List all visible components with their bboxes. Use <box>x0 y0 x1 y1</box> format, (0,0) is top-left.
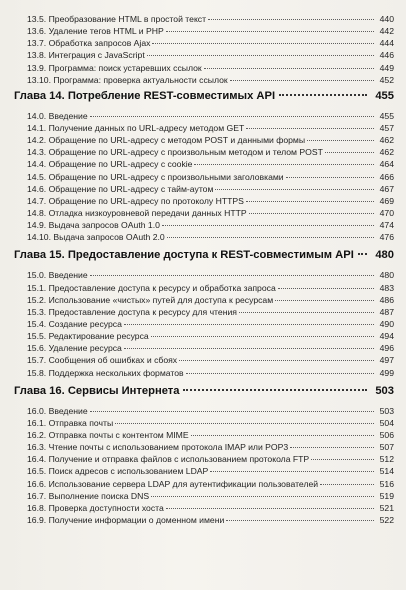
toc-entry-page: 444 <box>379 38 394 49</box>
toc-entry-page: 516 <box>379 478 394 489</box>
toc-entry-title: 16.5. Поиск адресов с использованием LDAP <box>27 466 209 477</box>
toc-entry-page: 457 <box>379 122 394 133</box>
chapter-16 <box>14 385 394 526</box>
toc-entry-page: 470 <box>379 207 394 218</box>
toc-entry-title: 14.1. Получение данных по URL-адресу методом GET <box>27 122 245 133</box>
toc-entry-title: 16.4. Получение и отправка файлов с использованием протокола FTP <box>27 454 310 465</box>
toc-entry-title: 15.8. Поддержка нескольких форматов <box>27 367 184 378</box>
leader-dots <box>166 31 374 32</box>
leader-dots <box>166 508 374 509</box>
leader-dots <box>90 411 374 412</box>
leader-dots <box>162 225 374 226</box>
toc-entry <box>14 134 394 146</box>
leader-dots <box>124 324 374 325</box>
toc-entry-page: 452 <box>379 74 394 85</box>
leader-dots <box>311 459 374 460</box>
leader-dots <box>208 19 374 20</box>
toc-entry <box>14 219 394 231</box>
leader-dots <box>167 237 374 238</box>
toc-entry-title: 15.7. Сообщения об ошибках и сбоях <box>27 355 178 366</box>
toc-entry <box>14 490 394 502</box>
chapter-title: Глава 16. Сервисы Интернета <box>14 384 180 397</box>
toc-entry <box>14 146 394 158</box>
leader-dots <box>147 55 374 56</box>
toc-entry-page: 503 <box>379 405 394 416</box>
toc-entry-title: 15.2. Использование «чистых» путей для доступа к ресурсам <box>27 294 274 305</box>
leader-dots <box>124 348 374 349</box>
toc-entry-title: 16.2. Отправка почты с контентом MIME <box>27 429 189 440</box>
toc-entry-title: 16.1. Отправка почты <box>27 417 114 428</box>
toc-entry-page: 480 <box>379 270 394 281</box>
toc-entry-page: 474 <box>379 220 394 231</box>
toc-entry-page: 440 <box>379 14 394 24</box>
table-of-contents <box>14 13 394 526</box>
toc-entry-title: 16.8. Проверка доступности хоста <box>27 502 164 513</box>
toc-entry-title: 14.2. Обращение по URL-адресу с методом POST и данными формы <box>27 135 306 146</box>
chapter-title: Глава 14. Потребление REST-совместимых API <box>14 89 276 102</box>
toc-entry-page: 497 <box>379 355 394 366</box>
toc-entry-title: 14.3. Обращение по URL-адресу с произвольным методом и телом POST <box>27 147 323 158</box>
leader-dots <box>152 43 374 44</box>
toc-entry <box>14 330 394 342</box>
toc-entry <box>14 294 394 306</box>
leader-dots <box>215 189 374 190</box>
toc-entry-page: 446 <box>379 50 394 61</box>
toc-entry <box>14 478 394 490</box>
leader-dots <box>325 152 374 153</box>
leader-dots <box>246 128 374 129</box>
toc-entry <box>14 405 394 417</box>
leader-dots <box>226 520 374 521</box>
toc-entry-title: 15.4. Создание ресурса <box>27 318 122 329</box>
chapter-15 <box>14 249 394 378</box>
toc-entry-title: 14.7. Обращение по URL-адресу по протоколу HTTPS <box>27 195 244 206</box>
toc-entry-page: 442 <box>379 26 394 37</box>
toc-entry <box>14 453 394 465</box>
leader-dots <box>191 435 374 436</box>
leader-dots <box>246 201 374 202</box>
toc-entry-title: 13.8. Интеграция с JavaScript <box>27 50 145 61</box>
toc-entry <box>14 183 394 195</box>
toc-entry-page: 466 <box>379 171 394 182</box>
toc-entry-page: 476 <box>379 232 394 243</box>
toc-entry <box>14 269 394 281</box>
leader-dots <box>115 423 374 424</box>
leader-dots <box>210 471 374 472</box>
toc-entry-title: 14.0. Введение <box>27 110 88 121</box>
leader-dots <box>151 496 374 497</box>
chapter-page: 480 <box>375 249 394 262</box>
leader-dots <box>204 68 374 69</box>
toc-entry-title: 14.10. Выдача запросов OAuth 2.0 <box>27 232 165 243</box>
chapter-heading <box>14 249 394 267</box>
leader-dots <box>90 116 374 117</box>
leader-dots <box>194 164 374 165</box>
toc-entry <box>14 231 394 243</box>
leader-dots <box>183 389 367 391</box>
toc-entry <box>14 417 394 429</box>
toc-entry-page: 464 <box>379 159 394 170</box>
toc-entry <box>14 367 394 379</box>
chapter-14 <box>14 90 394 244</box>
toc-entry <box>14 429 394 441</box>
toc-entry <box>14 62 394 74</box>
toc-entry-title: 15.1. Предоставление доступа к ресурсу и обработка запроса <box>27 282 276 293</box>
leader-dots <box>249 213 374 214</box>
toc-entry-title: 15.6. Удаление ресурса <box>27 343 122 354</box>
leader-dots <box>186 373 374 374</box>
toc-entry-page: 487 <box>379 306 394 317</box>
toc-entry-page: 467 <box>379 183 394 194</box>
leader-dots <box>239 312 374 313</box>
toc-entry-title: 16.6. Использование сервера LDAP для аутентификации пользователей <box>27 478 319 489</box>
toc-entry <box>14 354 394 366</box>
toc-entry <box>14 13 394 25</box>
toc-entry-title: 14.8. Отладка низкоуровневой передачи данных HTTP <box>27 207 247 218</box>
leader-dots <box>307 140 374 141</box>
toc-entry <box>14 306 394 318</box>
leader-dots <box>290 447 374 448</box>
toc-entry-title: 14.6. Обращение по URL-адресу с тайм-аутом <box>27 183 214 194</box>
chapter-title: Глава 15. Предоставление доступа к REST-совместимым API <box>14 249 354 262</box>
toc-entry <box>14 122 394 134</box>
toc-entry <box>14 318 394 330</box>
toc-entry-title: 16.3. Чтение почты с использованием протокола IMAP или POP3 <box>27 442 289 453</box>
chapter-13-continuation <box>14 13 394 86</box>
toc-entry <box>14 25 394 37</box>
toc-entry <box>14 37 394 49</box>
toc-entry-title: 13.9. Программа: поиск устаревших ссылок <box>27 62 202 73</box>
toc-entry-page: 486 <box>379 294 394 305</box>
toc-entry <box>14 110 394 122</box>
toc-entry-page: 494 <box>379 331 394 342</box>
toc-entry-page: 514 <box>379 466 394 477</box>
toc-entry-page: 496 <box>379 343 394 354</box>
toc-entry-title: 13.10. Программа: проверка актуальности ссылок <box>27 74 228 85</box>
toc-entry-title: 15.5. Редактирование ресурса <box>27 331 149 342</box>
chapter-heading <box>14 385 394 403</box>
toc-entry-page: 455 <box>379 110 394 121</box>
leader-dots <box>286 177 374 178</box>
toc-entry-page: 469 <box>379 195 394 206</box>
toc-entry-page: 507 <box>379 442 394 453</box>
toc-entry-title: 14.5. Обращение по URL-адресу с произвольными заголовками <box>27 171 284 182</box>
toc-entry-title: 14.4. Обращение по URL-адресу с cookie <box>27 159 193 170</box>
toc-entry <box>14 514 394 526</box>
leader-dots <box>179 360 374 361</box>
toc-entry <box>14 465 394 477</box>
toc-entry <box>14 441 394 453</box>
leader-dots <box>275 300 374 301</box>
leader-dots <box>320 484 374 485</box>
toc-entry-title: 16.0. Введение <box>27 405 88 416</box>
toc-entry-page: 462 <box>379 135 394 146</box>
leader-dots <box>151 336 374 337</box>
toc-entry <box>14 502 394 514</box>
toc-entry-title: 13.6. Удаление тегов HTML и PHP <box>27 26 164 37</box>
toc-entry <box>14 74 394 86</box>
toc-entry-page: 490 <box>379 318 394 329</box>
leader-dots <box>230 80 374 81</box>
toc-entry-page: 449 <box>379 62 394 73</box>
toc-entry <box>14 282 394 294</box>
toc-entry-page: 519 <box>379 490 394 501</box>
toc-entry-title: 15.0. Введение <box>27 270 88 281</box>
toc-entry-title: 13.5. Преобразование HTML в простой текст <box>27 14 207 24</box>
toc-entry <box>14 49 394 61</box>
toc-entry-page: 506 <box>379 429 394 440</box>
leader-dots <box>90 275 374 276</box>
chapter-heading <box>14 90 394 108</box>
toc-entry <box>14 342 394 354</box>
toc-entry-page: 504 <box>379 417 394 428</box>
toc-entry <box>14 195 394 207</box>
toc-entry-page: 521 <box>379 502 394 513</box>
leader-dots <box>278 288 374 289</box>
toc-entry-title: 16.7. Выполнение поиска DNS <box>27 490 150 501</box>
toc-entry-page: 499 <box>379 367 394 378</box>
toc-entry <box>14 158 394 170</box>
chapter-page: 503 <box>375 384 394 397</box>
leader-dots <box>279 94 367 96</box>
toc-entry-page: 483 <box>379 282 394 293</box>
toc-entry-page: 462 <box>379 147 394 158</box>
toc-entry-page: 512 <box>379 454 394 465</box>
chapter-page: 455 <box>375 89 394 102</box>
leader-dots <box>358 253 367 255</box>
toc-entry-title: 13.7. Обработка запросов Ajax <box>27 38 151 49</box>
toc-entry-title: 16.9. Получение информации о доменном имени <box>27 514 225 525</box>
toc-entry <box>14 171 394 183</box>
toc-entry-page: 522 <box>379 514 394 525</box>
toc-entry <box>14 207 394 219</box>
toc-entry-title: 15.3. Предоставление доступа к ресурсу для чтения <box>27 306 237 317</box>
toc-entry-title: 14.9. Выдача запросов OAuth 1.0 <box>27 220 160 231</box>
